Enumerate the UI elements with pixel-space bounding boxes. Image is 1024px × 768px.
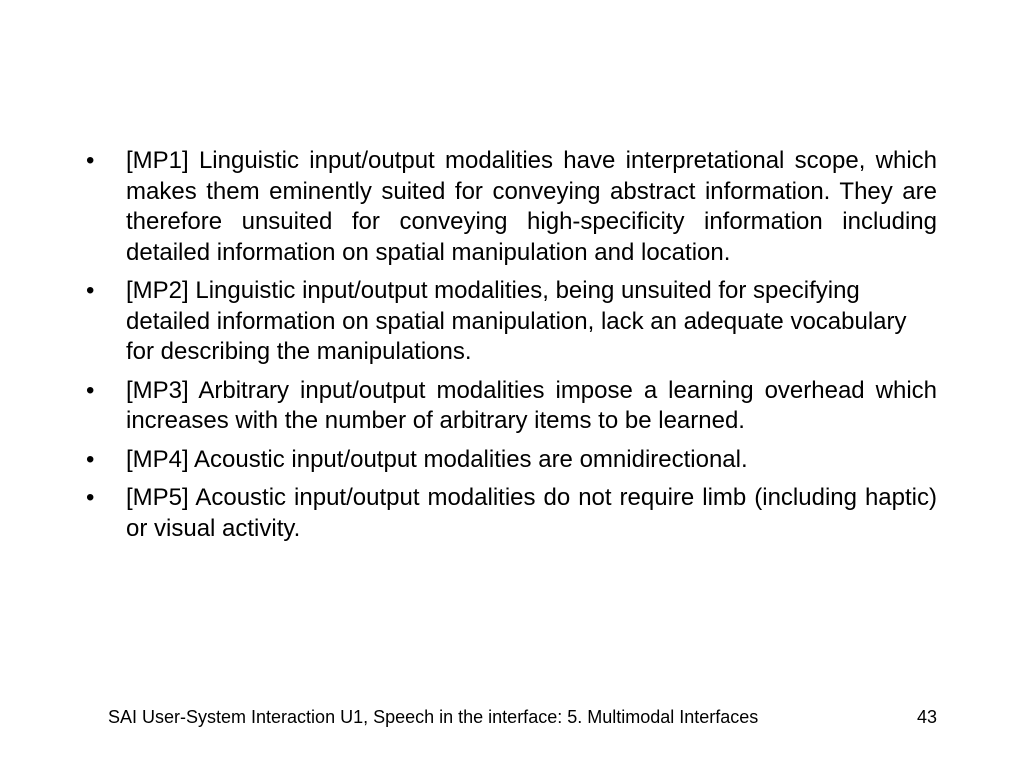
bullet-item-mp4 xyxy=(86,445,937,476)
bullet-item-mp2 xyxy=(86,276,937,368)
page-number: 43 xyxy=(916,707,937,727)
bullet-list xyxy=(86,146,937,544)
bullet-text: [MP2] Linguistic input/output modalities, being unsuited for specifying detailed information on spatial manipulation, lack an adequate vocabulary for describing the manipulations. xyxy=(126,277,907,365)
bullet-icon: • xyxy=(86,445,95,473)
bullet-text: [MP4] Acoustic input/output modalities are omnidirectional. xyxy=(126,445,748,473)
bullet-icon: • xyxy=(86,147,95,174)
bullet-item-mp5 xyxy=(86,483,937,544)
bullet-icon: • xyxy=(86,277,95,304)
bullet-text: [MP1] Linguistic input/output modalities have interpretational scope, which makes them eminently suited for conveying abstract information. They are therefore unsuited for conveying high-specificity information including detailed information on spatial manipulation and location. xyxy=(126,147,937,266)
bullet-icon: • xyxy=(86,484,95,511)
bullet-text: [MP5] Acoustic input/output modalities do not require limb (including haptic) or visual activity. xyxy=(126,484,937,542)
bullet-icon: • xyxy=(86,376,95,404)
slide-body xyxy=(86,146,937,552)
bullet-text: [MP3] Arbitrary input/output modalities impose a learning overhead which increases with the number of arbitrary items to be learned. xyxy=(126,376,937,434)
bullet-item-mp1 xyxy=(86,146,937,268)
footer-title: SAI User-System Interaction U1, Speech in the interface: 5. Multimodal Interfaces xyxy=(108,707,759,727)
bullet-item-mp3 xyxy=(86,376,937,437)
